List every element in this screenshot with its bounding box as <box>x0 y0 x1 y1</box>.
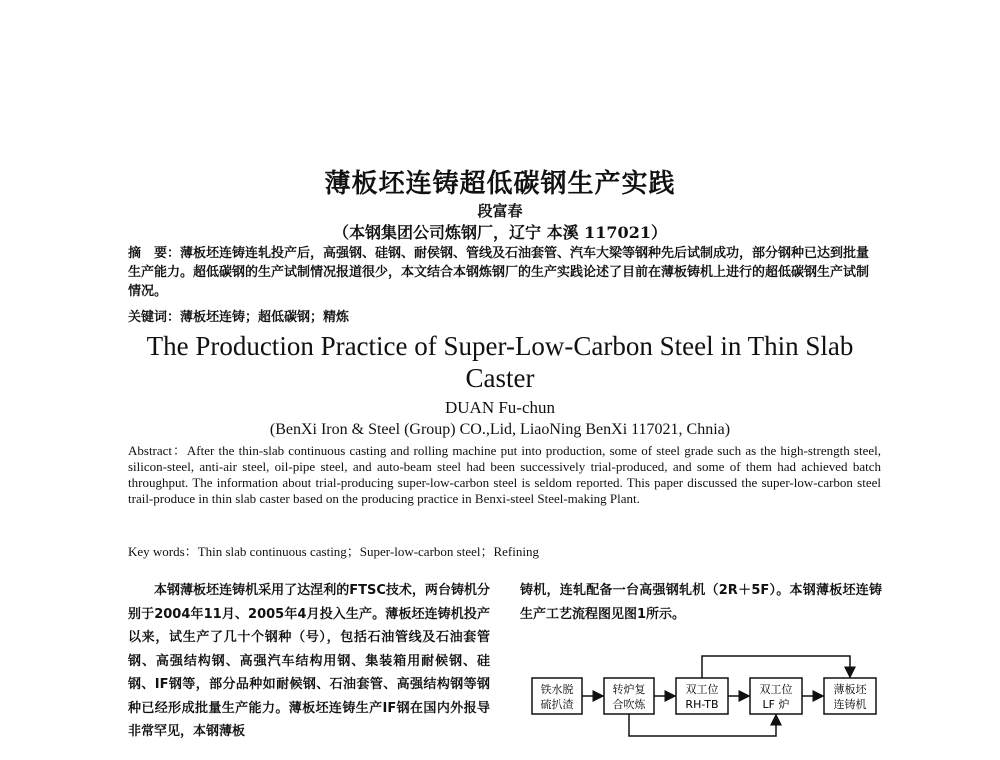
english-author: DUAN Fu-chun <box>444 398 556 417</box>
chinese-keywords <box>128 306 880 325</box>
body-column-left: 本钢薄板坯连铸机采用了达涅利的FTSC技术，两台铸机分别于2004年11月、2005年4月投入生产。薄板坯连铸机投产以来，试生产了几十个钢种（号），包括石油管线及石油套管钢、高强结构钢、高强汽车结构用钢、集装箱用耐候钢、硅钢、IF钢等，部分品种如耐候钢、石油套管、高强结构钢等钢种已经形成批量生产能力。薄板坯连铸生产IF钢在国内外报导非常罕见，本钢薄板 <box>128 583 490 739</box>
chinese-affiliation: （本钢集团公司炼钢厂，辽宁 本溪 117021） <box>333 223 667 242</box>
flow-box-caster <box>824 678 876 714</box>
english-abstract-label: Abstract： <box>128 443 187 458</box>
english-keywords <box>128 541 880 560</box>
chinese-title: 薄板坯连铸超低碳钢生产实践 <box>324 169 676 199</box>
flow-bypass-top <box>702 656 850 678</box>
flow-box-converter-line1: 转炉复 <box>612 683 646 696</box>
flow-box-rh-tb-line2: RH-TB <box>685 698 719 711</box>
flow-box-caster-line2: 连铸机 <box>833 698 867 711</box>
chinese-author: 段富春 <box>477 202 523 220</box>
english-keywords-text: Thin slab continuous casting；Super-low-carbon steel；Refining <box>197 544 539 559</box>
english-affiliation: (BenXi Iron & Steel (Group) CO.,Lid, LiaoNing BenXi 117021, Chnia) <box>269 421 731 438</box>
flow-box-converter-line2: 合吹炼 <box>612 698 646 711</box>
english-title: The Production Practice of Super-Low-Carbon Steel in Thin Slab Caster <box>146 331 854 393</box>
english-abstract <box>128 443 881 507</box>
chinese-keywords-text: 薄板坯连铸；超低碳钢；精炼 <box>180 310 350 325</box>
flow-box-desulfurization-line1: 铁水脱 <box>540 683 574 696</box>
flow-box-converter <box>604 678 654 714</box>
chinese-abstract <box>128 244 880 301</box>
english-abstract-text: After the thin-slab continuous casting and rolling machine put into production, some of steel grade such as the high-strength steel, silicon-steel, anti-air steel, oil-pipe steel, and auto-beam steel had been successively trial-produced, and some of them had achieved batch throughput. The information about trial-producing super-low-carbon steel is seldom reported. This paper discussed the super-low-carbon steel trail-produce in thin slab caster based on the producing practice in Benxi-steel Steel-making Plant. <box>128 443 881 506</box>
flow-box-lf <box>750 678 802 714</box>
chinese-abstract-label: 摘 要： <box>128 246 181 261</box>
flow-box-desulfurization-line2: 硫扒渣 <box>540 698 574 711</box>
chinese-abstract-text: 薄板坯连铸连轧投产后，高强钢、硅钢、耐侯钢、管线及石油套管、汽车大梁等钢种先后试制成功，部分钢种已达到批量生产能力。超低碳钢的生产试制情况报道很少，本文结合本钢炼钢厂的生产实践论述了目前在薄板铸机上进行的超低碳钢生产试制情况。 <box>128 246 870 299</box>
flow-bypass-bottom <box>629 714 776 736</box>
body-column-right: 铸机，连轧配备一台高强钢轧机（2R＋5F）。本钢薄板坯连铸生产工艺流程图见图1所示。 <box>520 583 882 622</box>
flow-box-caster-line1: 薄板坯 <box>833 683 867 696</box>
chinese-keywords-label: 关键词： <box>128 310 181 325</box>
english-keywords-label: Key words： <box>128 544 198 559</box>
flow-box-rh-tb-line1: 双工位 <box>685 683 719 696</box>
flow-box-lf-line1: 双工位 <box>759 683 793 696</box>
flow-box-rh-tb <box>676 678 728 714</box>
flow-box-lf-line2: LF 炉 <box>762 698 790 711</box>
process-flow-diagram <box>520 648 900 748</box>
flow-box-desulfurization <box>532 678 582 714</box>
